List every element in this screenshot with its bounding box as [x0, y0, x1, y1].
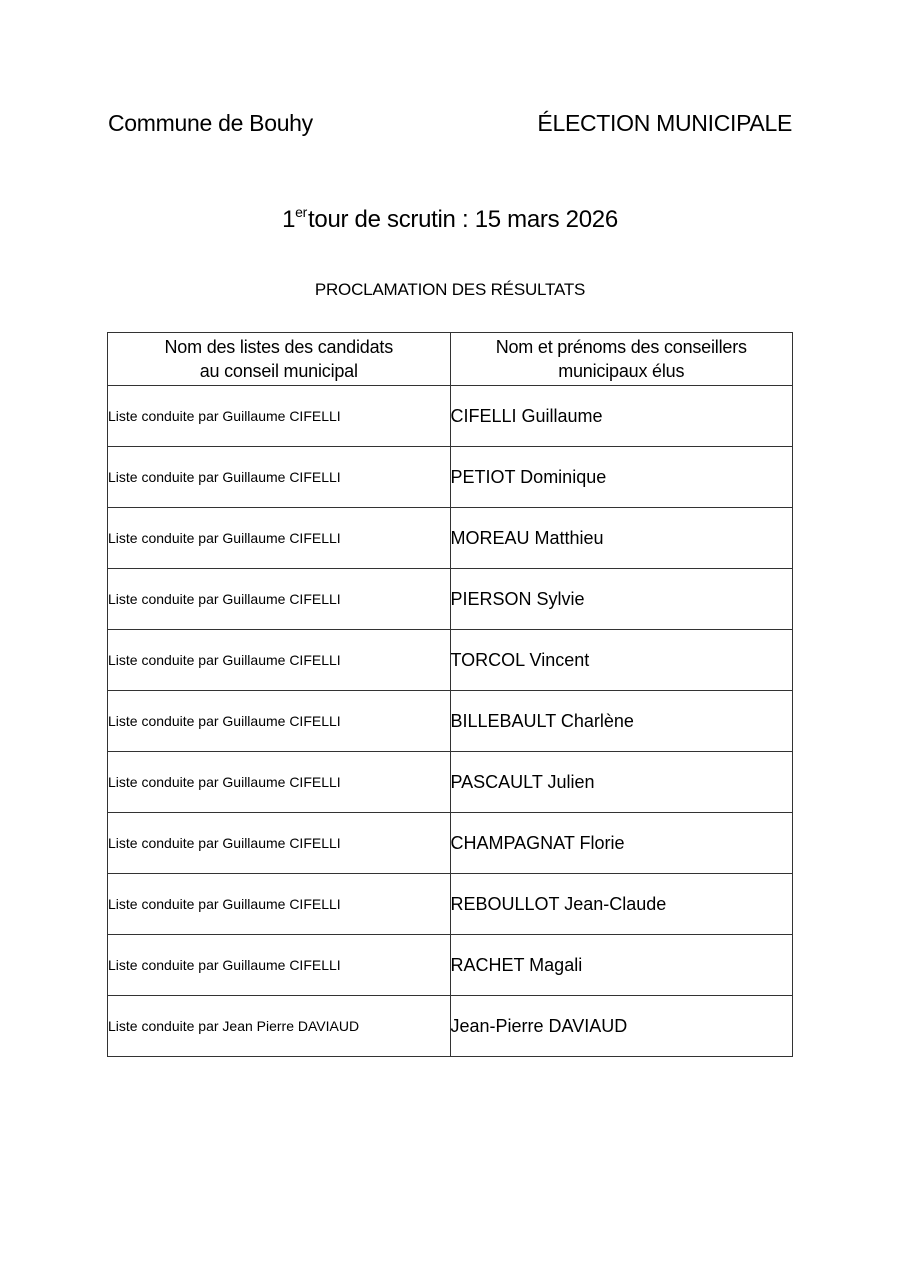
round-number: 1 [282, 206, 296, 233]
table-row [108, 691, 793, 752]
elected-name-cell: Jean-Pierre DAVIAUD [450, 996, 793, 1057]
elected-name-cell: RACHET Magali [450, 935, 793, 996]
elected-name-cell: PASCAULT Julien [450, 752, 793, 813]
table-row [108, 447, 793, 508]
table-row [108, 996, 793, 1057]
election-title: ÉLECTION MUNICIPALE [537, 110, 792, 136]
list-name-cell: Liste conduite par Guillaume CIFELLI [108, 935, 451, 996]
header-elected-line1: Nom et prénoms des conseillers [495, 337, 747, 357]
table-row [108, 874, 793, 935]
header-lists-line1: Nom des listes des candidats [164, 337, 393, 357]
table-row [108, 569, 793, 630]
header-elected [450, 333, 793, 386]
list-name-cell: Liste conduite par Guillaume CIFELLI [108, 752, 451, 813]
table-row [108, 752, 793, 813]
section-title: PROCLAMATION DES RÉSULTATS [314, 280, 586, 299]
header-elected-line2: municipaux élus [558, 361, 685, 381]
table-row [108, 508, 793, 569]
list-name-cell: Liste conduite par Guillaume CIFELLI [108, 447, 451, 508]
commune-name: Commune de Bouhy [108, 110, 313, 136]
list-name-cell: Liste conduite par Jean Pierre DAVIAUD [108, 996, 451, 1057]
elected-name-cell: PETIOT Dominique [450, 447, 793, 508]
table-row [108, 813, 793, 874]
elected-name-cell: CHAMPAGNAT Florie [450, 813, 793, 874]
list-name-cell: Liste conduite par Guillaume CIFELLI [108, 874, 451, 935]
round-suffix: er [295, 204, 308, 220]
table-row [108, 630, 793, 691]
round-heading [0, 204, 900, 234]
elected-name-cell: CIFELLI Guillaume [450, 386, 793, 447]
elected-name-cell: BILLEBAULT Charlène [450, 691, 793, 752]
list-name-cell: Liste conduite par Guillaume CIFELLI [108, 630, 451, 691]
elected-name-cell: MOREAU Matthieu [450, 508, 793, 569]
elected-name-cell: REBOULLOT Jean-Claude [450, 874, 793, 935]
list-name-cell: Liste conduite par Guillaume CIFELLI [108, 691, 451, 752]
header-lists [108, 333, 451, 386]
list-name-cell: Liste conduite par Guillaume CIFELLI [108, 508, 451, 569]
table-header-row [108, 333, 793, 386]
list-name-cell: Liste conduite par Guillaume CIFELLI [108, 569, 451, 630]
elected-name-cell: TORCOL Vincent [450, 630, 793, 691]
table-row [108, 386, 793, 447]
list-name-cell: Liste conduite par Guillaume CIFELLI [108, 813, 451, 874]
list-name-cell: Liste conduite par Guillaume CIFELLI [108, 386, 451, 447]
table-row [108, 935, 793, 996]
header-lists-line2: au conseil municipal [199, 361, 358, 381]
elected-name-cell: PIERSON Sylvie [450, 569, 793, 630]
round-text: tour de scrutin : 15 mars 2026 [308, 206, 618, 233]
results-table [107, 332, 793, 1057]
